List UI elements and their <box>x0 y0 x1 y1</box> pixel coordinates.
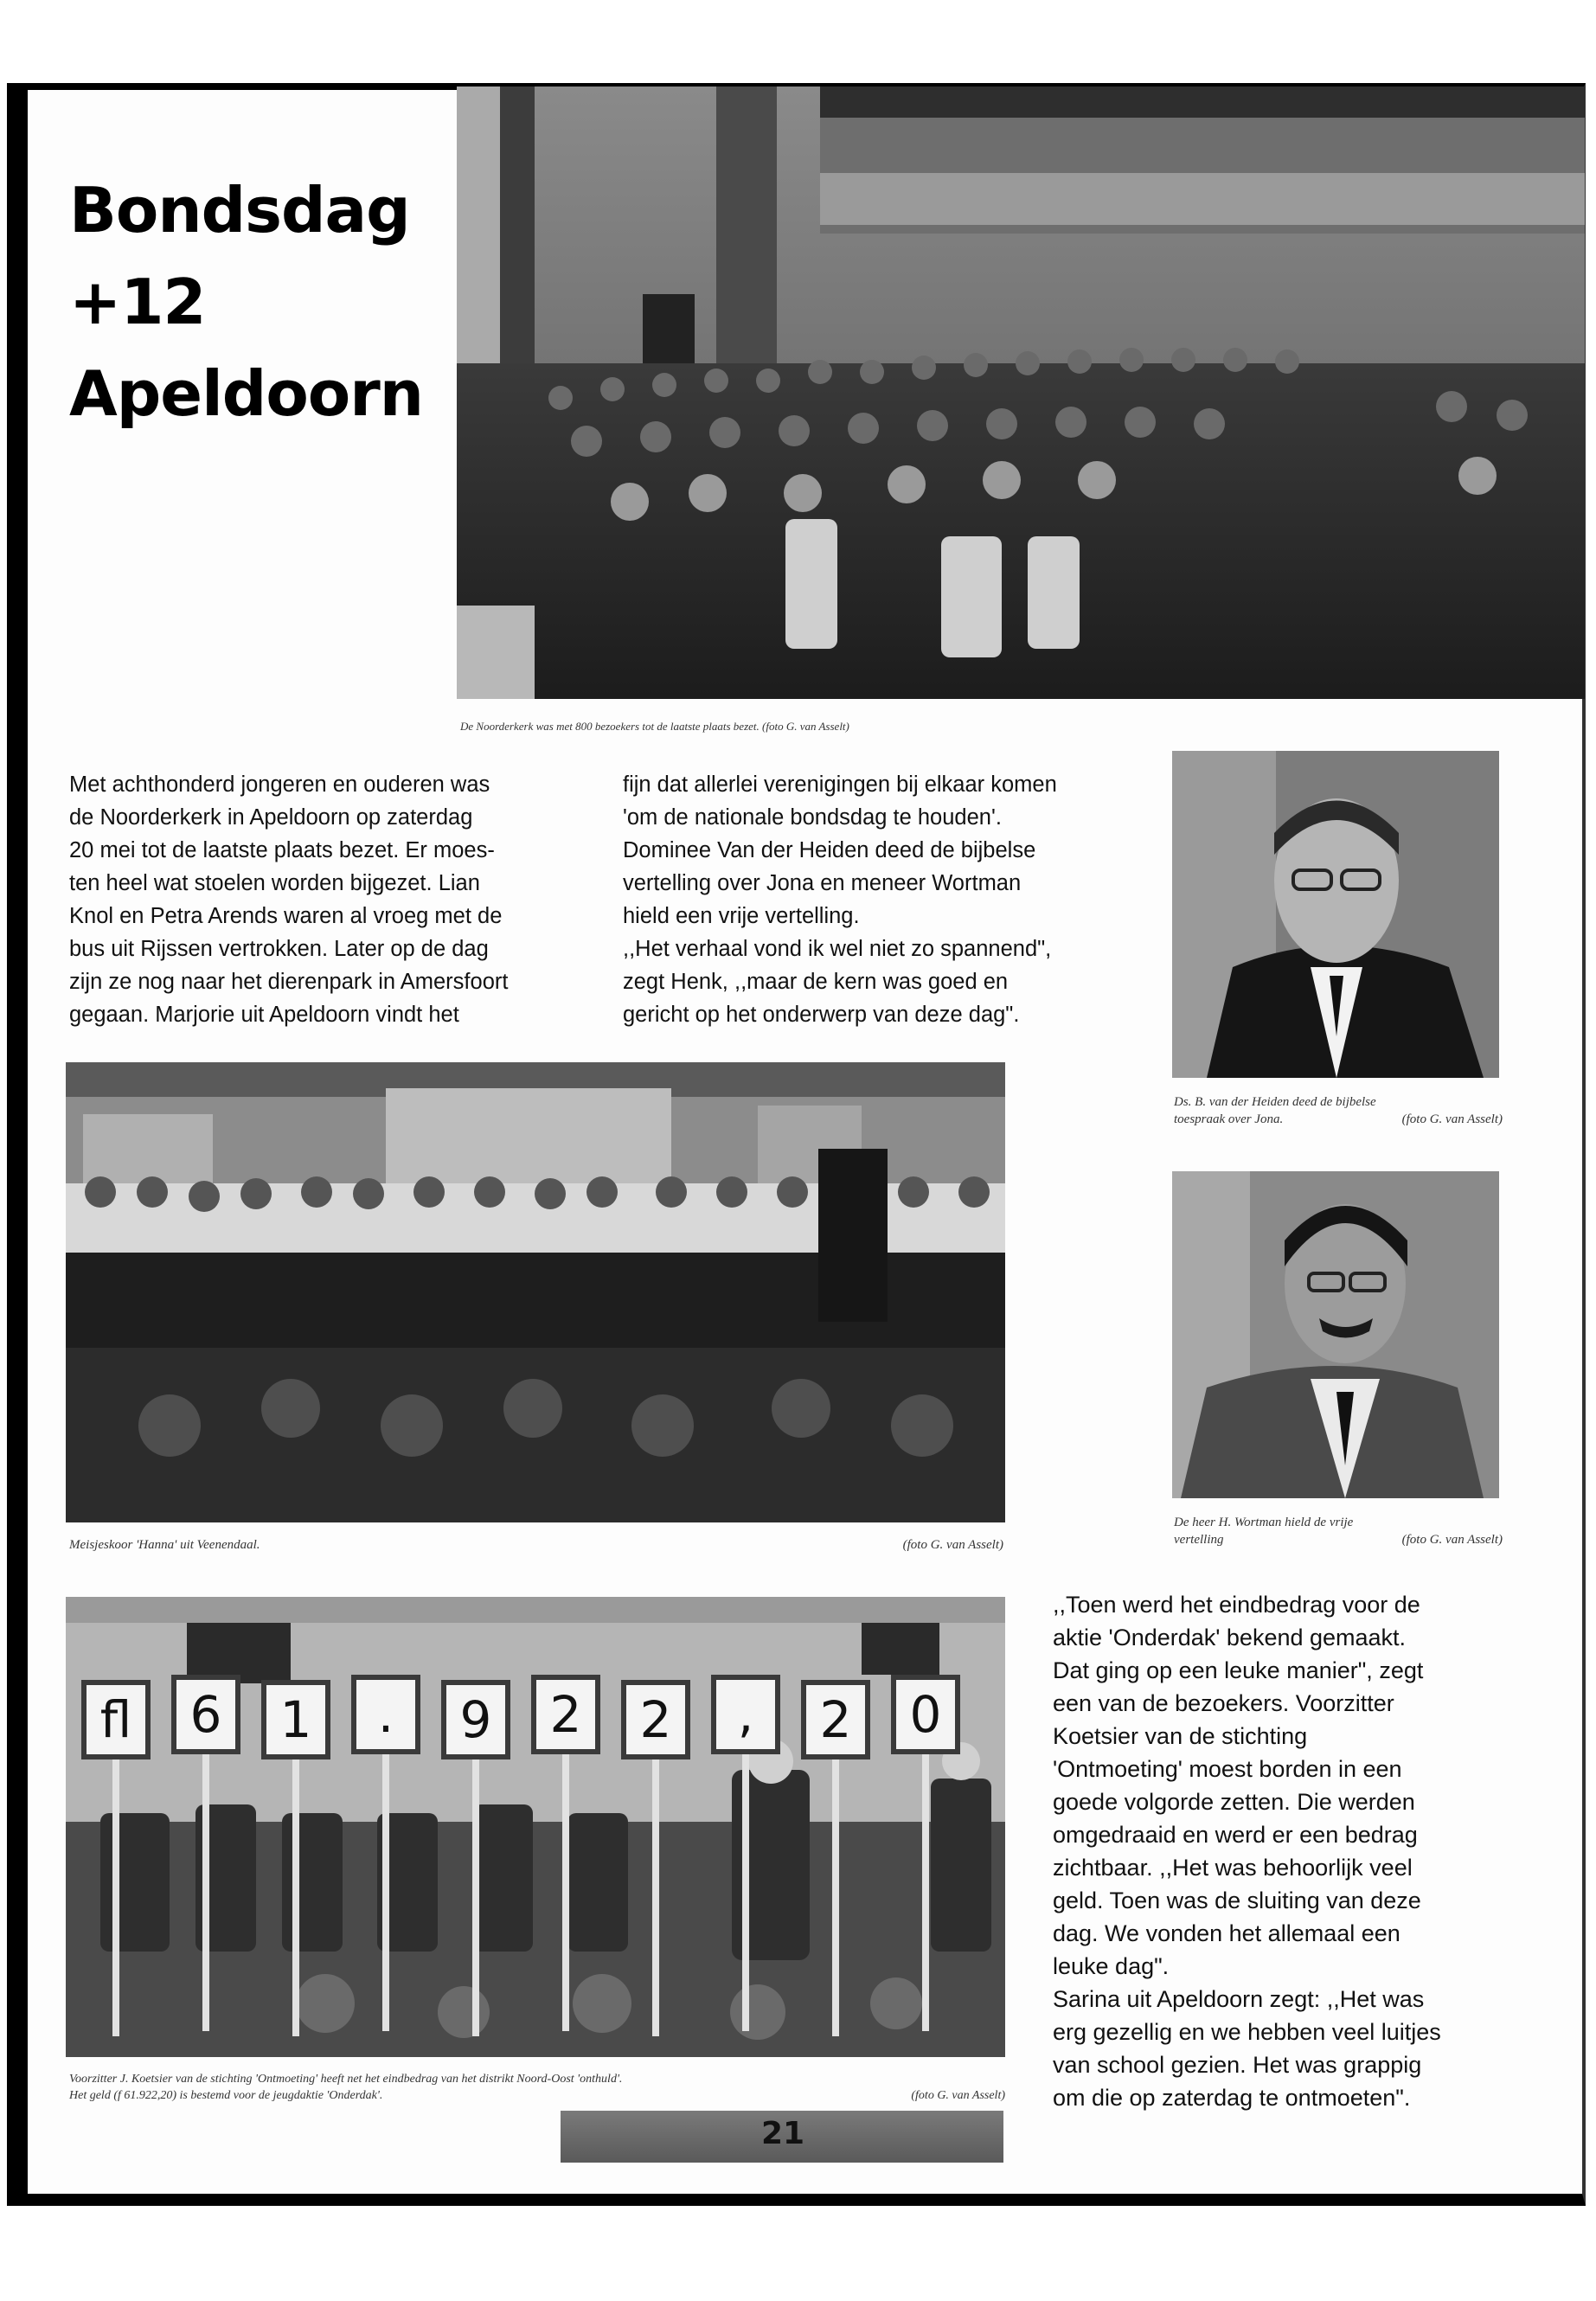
col2-line: gericht op het onderwerp van deze dag". <box>623 1003 1020 1027</box>
church-photo <box>457 87 1585 699</box>
col2-line: 'om de nationale bondsdag te houden'. <box>623 805 1002 830</box>
title-line-3: Apeldoorn <box>69 357 424 430</box>
amount-sign-card: 2 <box>801 1680 870 1759</box>
col2-line: vertelling over Jona en meneer Wortman <box>623 871 1022 895</box>
wortman-caption <box>1174 1514 1503 1548</box>
heiden-caption-line-2: toespraak over Jona. <box>1174 1112 1284 1126</box>
col3-line: erg gezellig en we hebben veel luitjes <box>1053 2019 1441 2045</box>
col3-line: geld. Toen was de sluiting van deze <box>1053 1888 1421 1913</box>
col3-line: ,,Toen werd het eindbedrag voor de <box>1053 1592 1420 1618</box>
amount-sign-pole <box>472 1759 479 2036</box>
amount-sign-card: , <box>711 1675 780 1754</box>
col2-line: ,,Het verhaal vond ik wel niet zo spannend", <box>623 937 1052 961</box>
col3-line: Dat ging op een leuke manier", zegt <box>1053 1657 1424 1683</box>
col1-line: bus uit Rijssen vertrokken. Later op de dag <box>69 937 489 961</box>
article-title <box>69 164 433 439</box>
col1-line: zijn ze nog naar het dierenpark in Amersfoort <box>69 970 509 994</box>
amount-sign-pole <box>832 1759 839 2036</box>
amount-reveal-photo <box>66 1597 1005 2057</box>
col3-line: om die op zaterdag te ontmoeten". <box>1053 2085 1411 2111</box>
col3-line: aktie 'Onderdak' bekend gemaakt. <box>1053 1625 1407 1650</box>
amount-sign-pole <box>652 1759 659 2036</box>
amount-signs <box>81 1675 981 1770</box>
col3-line: van school gezien. Het was grappig <box>1053 2052 1422 2078</box>
heiden-caption-line-1: Ds. B. van der Heiden deed de bijbelse <box>1174 1095 1376 1109</box>
choir-photo <box>66 1062 1005 1522</box>
wortman-portrait-photo <box>1172 1171 1499 1498</box>
article-column-3 <box>1053 1588 1537 2114</box>
page-number-bar <box>561 2111 1003 2163</box>
amount-sign-pole <box>922 1754 929 2031</box>
amount-sign-card: . <box>351 1675 420 1754</box>
wortman-caption-line-1: De heer H. Wortman hield de vrije <box>1174 1516 1354 1529</box>
col1-line: ten heel wat stoelen worden bijgezet. Lian <box>69 871 480 895</box>
col2-line: hield een vrije vertelling. <box>623 904 860 928</box>
amount-sign-card: 2 <box>531 1675 600 1754</box>
amount-sign-card: 1 <box>261 1680 330 1759</box>
col3-line: zichtbaar. ,,Het was behoorlijk veel <box>1053 1855 1413 1881</box>
heiden-portrait-photo <box>1172 751 1499 1078</box>
amount-photo-credit: (foto G. van Asselt) <box>911 2089 1005 2102</box>
col2-line: fijn dat allerlei verenigingen bij elkaar komen <box>623 772 1057 797</box>
col3-line: 'Ontmoeting' moest borden in een <box>1053 1756 1402 1782</box>
amount-sign-pole <box>292 1759 299 2036</box>
amount-sign-card: fl <box>81 1680 151 1759</box>
amount-caption <box>69 2071 1005 2104</box>
amount-caption-line-2: Het geld (f 61.922,20) is bestemd voor de jeugdaktie 'Onderdak'. <box>69 2089 383 2102</box>
amount-sign-card: 2 <box>621 1680 690 1759</box>
article-column-1 <box>69 768 597 1031</box>
col1-line: Knol en Petra Arends waren al vroeg met de <box>69 904 503 928</box>
title-line-1: Bondsdag <box>69 174 410 247</box>
col3-line: leuke dag". <box>1053 1953 1170 1979</box>
choir-caption: Meisjeskoor 'Hanna' uit Veenendaal. <box>69 1538 260 1552</box>
col3-line: Koetsier van de stichting <box>1053 1723 1308 1749</box>
col3-line: Sarina uit Apeldoorn zegt: ,,Het was <box>1053 1986 1425 2012</box>
article-column-2 <box>623 768 1151 1031</box>
col3-line: omgedraaid en werd er een bedrag <box>1053 1822 1418 1848</box>
wortman-photo-credit: (foto G. van Asselt) <box>1401 1533 1503 1547</box>
amount-sign-pole <box>382 1754 389 2031</box>
amount-sign-card: 6 <box>171 1675 240 1754</box>
wortman-caption-line-2: vertelling <box>1174 1533 1224 1547</box>
col1-line: gegaan. Marjorie uit Apeldoorn vindt het <box>69 1003 459 1027</box>
col3-line: dag. We vonden het allemaal een <box>1053 1920 1401 1946</box>
amount-sign-pole <box>562 1754 569 2031</box>
col3-line: een van de bezoekers. Voorzitter <box>1053 1690 1394 1716</box>
col2-line: zegt Henk, ,,maar de kern was goed en <box>623 970 1009 994</box>
col1-line: Met achthonderd jongeren en ouderen was <box>69 772 490 797</box>
heiden-caption <box>1174 1093 1503 1128</box>
amount-sign-pole <box>742 1754 749 2031</box>
amount-sign-pole <box>112 1759 119 2036</box>
church-photo-caption: De Noorderkerk was met 800 bezoekers tot de laatste plaats bezet. (foto G. van Asselt) <box>460 720 849 733</box>
amount-sign-card: 9 <box>441 1680 510 1759</box>
title-line-2: +12 <box>69 266 206 338</box>
heiden-photo-credit: (foto G. van Asselt) <box>1401 1112 1503 1126</box>
amount-sign-card: 0 <box>891 1675 960 1754</box>
amount-sign-pole <box>202 1754 209 2031</box>
col2-line: Dominee Van der Heiden deed de bijbelse <box>623 838 1036 862</box>
col1-line: 20 mei tot de laatste plaats bezet. Er moes- <box>69 838 495 862</box>
col1-line: de Noorderkerk in Apeldoorn op zaterdag <box>69 805 473 830</box>
page-number: 21 <box>761 2116 805 2151</box>
col3-line: goede volgorde zetten. Die werden <box>1053 1789 1415 1815</box>
choir-photo-credit: (foto G. van Asselt) <box>902 1538 1003 1552</box>
amount-caption-line-1: Voorzitter J. Koetsier van de stichting 'Ontmoeting' heeft net het eindbedrag van het distrikt Noord-Oost 'onthuld'. <box>69 2073 623 2086</box>
